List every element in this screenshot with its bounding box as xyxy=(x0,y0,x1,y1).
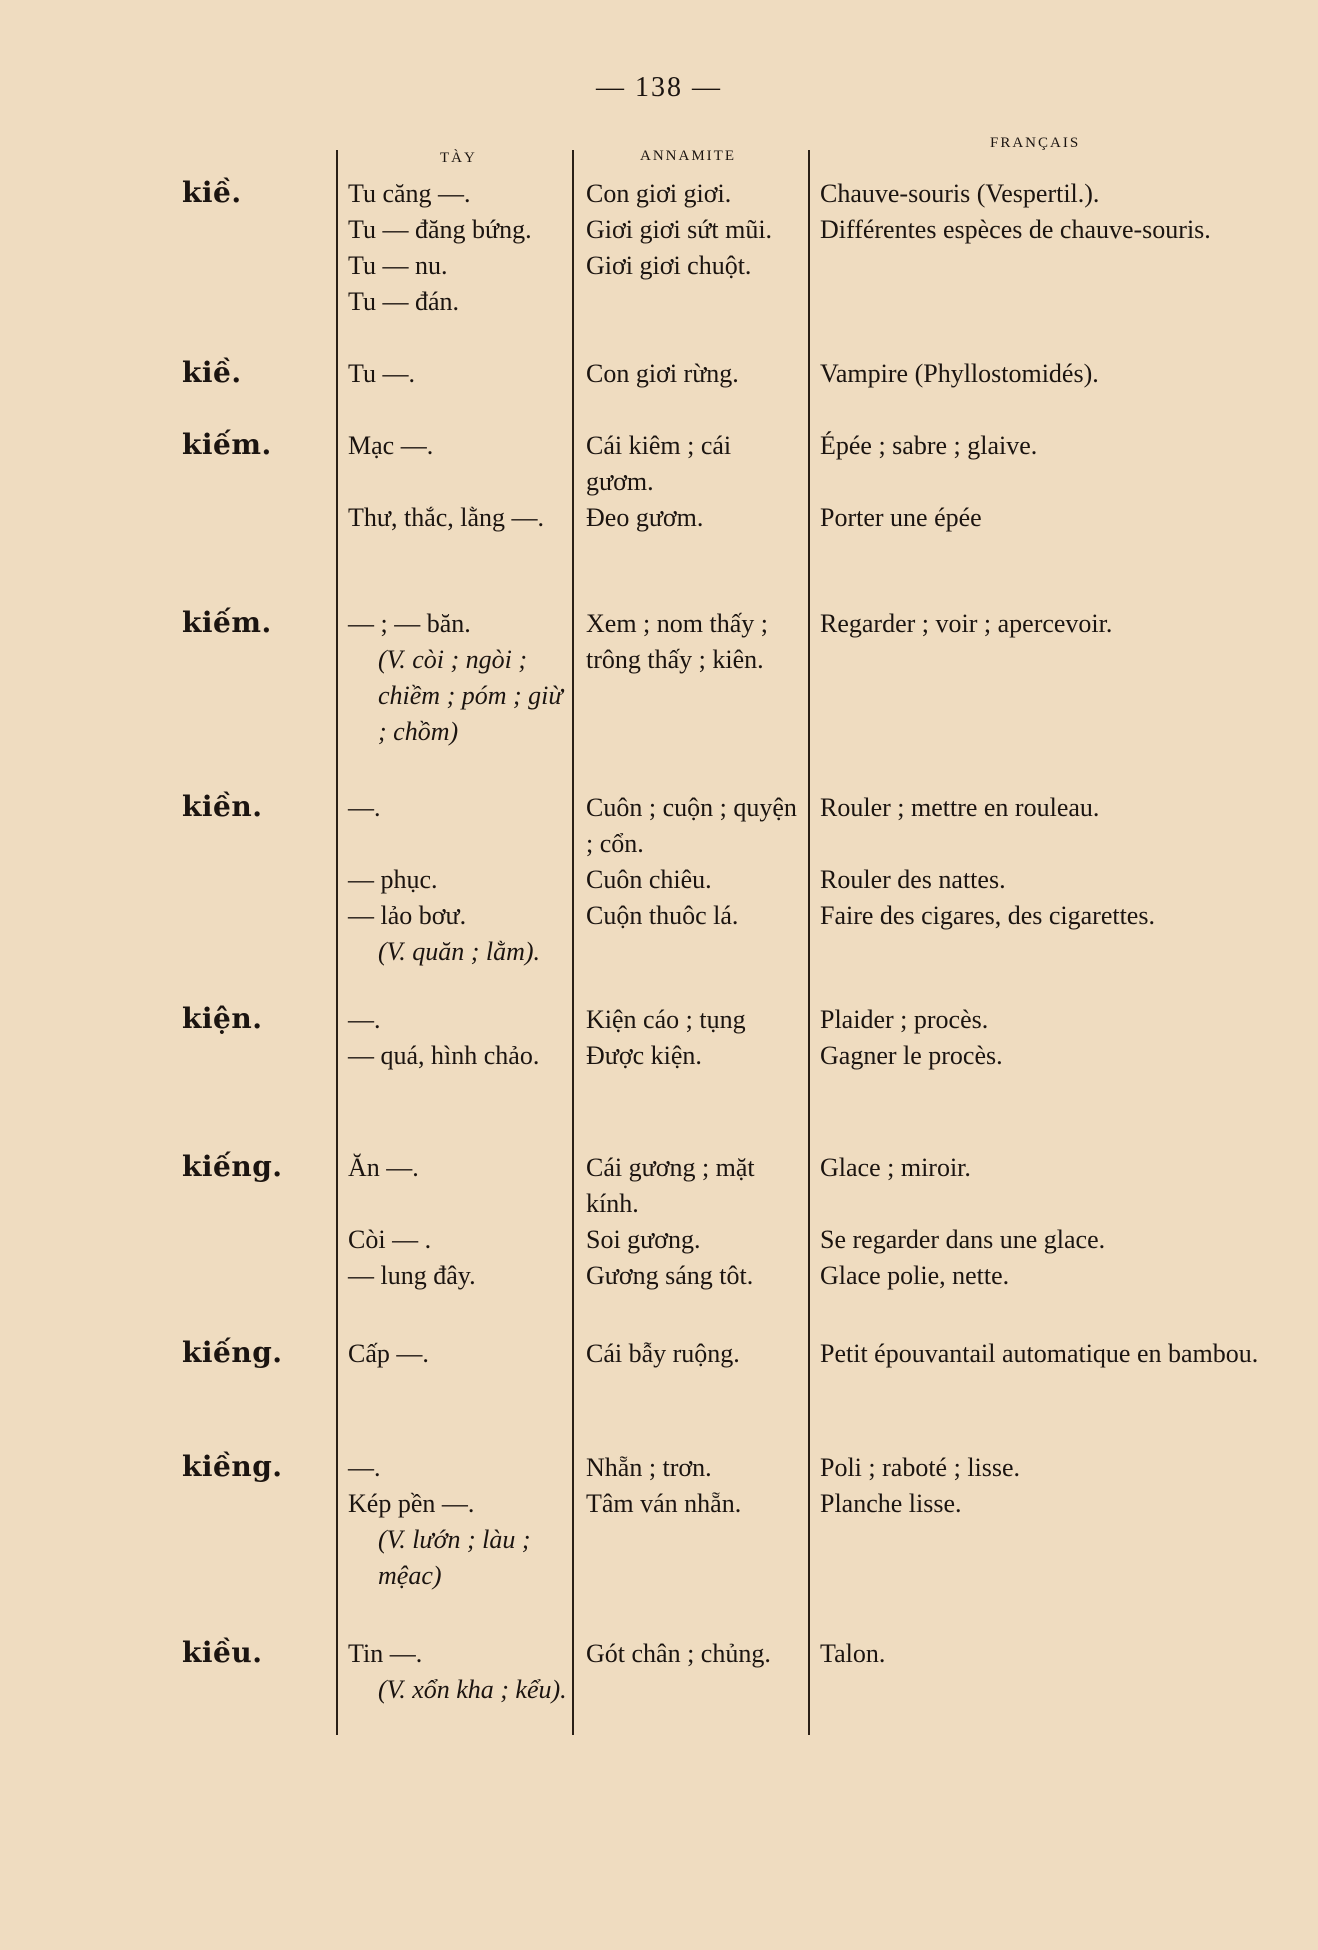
tay-line: Kép pền —. xyxy=(348,1489,475,1518)
annamite-line: Được kiện. xyxy=(586,1041,702,1070)
header-annamite: ANNAMITE xyxy=(640,148,736,164)
tay-line: Mạc —. xyxy=(348,431,434,460)
tay-column xyxy=(348,1450,570,1594)
tay-line: Tu — đăng bứng. xyxy=(348,215,532,244)
headword: kiề. xyxy=(182,356,242,389)
tay-line: Tu — đán. xyxy=(348,287,460,316)
annamite-line: Nhẵn ; trơn. xyxy=(586,1453,712,1482)
spacer xyxy=(348,826,570,862)
francais-column xyxy=(820,428,1260,536)
annamite-column xyxy=(586,1150,804,1294)
annamite-line: Cuộn thuôc lá. xyxy=(586,901,739,930)
column-rule-1 xyxy=(336,150,338,1735)
tay-line: Tu — nu. xyxy=(348,251,448,280)
headword: kiếng. xyxy=(182,1336,283,1369)
spacer xyxy=(820,1186,1260,1222)
tay-column xyxy=(348,428,570,536)
spacer xyxy=(820,464,1260,500)
tay-line: Cấp —. xyxy=(348,1339,429,1368)
annamite-line: Giơi giơi chuột. xyxy=(586,251,752,280)
francais-line: Épée ; sabre ; glaive. xyxy=(820,431,1038,460)
header-francais: FRANÇAIS xyxy=(990,135,1081,151)
tay-line: Tu —. xyxy=(348,359,415,388)
francais-line: Différentes espèces de chauve-souris. xyxy=(820,215,1211,244)
annamite-column xyxy=(586,1336,804,1372)
tay-line: (V. lướn ; làu ; mệac) xyxy=(378,1525,531,1590)
column-rule-3 xyxy=(808,150,810,1735)
francais-line: Poli ; raboté ; lisse. xyxy=(820,1453,1021,1482)
francais-line: Talon. xyxy=(820,1639,886,1668)
headword: kiếm. xyxy=(182,428,272,461)
francais-column xyxy=(820,1002,1260,1074)
tay-column xyxy=(348,606,570,750)
page-number: — 138 — xyxy=(596,72,722,103)
spacer xyxy=(348,464,570,500)
francais-column xyxy=(820,176,1260,248)
tay-line: — ; — băn. xyxy=(348,609,471,638)
spacer xyxy=(348,1186,570,1222)
tay-line: — quá, hình chảo. xyxy=(348,1041,540,1070)
headword: kiền. xyxy=(182,790,263,823)
francais-line: Porter une épée xyxy=(820,503,982,532)
annamite-line: Cái kiêm ; cái gươm. xyxy=(586,431,732,496)
annamite-line: Gương sáng tôt. xyxy=(586,1261,754,1290)
francais-column xyxy=(820,1636,1260,1672)
tay-line: —. xyxy=(348,793,381,822)
spacer xyxy=(820,826,1260,862)
tay-column xyxy=(348,1150,570,1294)
tay-line: Thư, thắc, lằng —. xyxy=(348,503,545,532)
francais-line: Se regarder dans une glace. xyxy=(820,1225,1106,1254)
tay-line: (V. xổn kha ; kểu). xyxy=(378,1675,567,1704)
headword: kiếng. xyxy=(182,1150,283,1183)
headword: kiề. xyxy=(182,176,242,209)
annamite-line: Cuôn chiêu. xyxy=(586,865,712,894)
headword: kiện. xyxy=(182,1002,263,1035)
tay-line: Còi — . xyxy=(348,1225,432,1254)
tay-line: Tu căng —. xyxy=(348,179,471,208)
annamite-line: Xem ; nom thấy ; trông thấy ; kiên. xyxy=(586,609,768,674)
tay-line: —. xyxy=(348,1005,381,1034)
francais-column xyxy=(820,1450,1260,1522)
tay-column xyxy=(348,790,570,970)
tay-column xyxy=(348,176,570,320)
column-rule-2 xyxy=(572,150,574,1735)
annamite-line: Giơi giơi sứt mũi. xyxy=(586,215,773,244)
tay-line: Ăn —. xyxy=(348,1153,419,1182)
annamite-column xyxy=(586,1002,804,1074)
francais-column xyxy=(820,356,1260,392)
francais-line: Regarder ; voir ; apercevoir. xyxy=(820,609,1113,638)
annamite-line: Kiện cáo ; tụng xyxy=(586,1005,746,1034)
header-tay: TÀY xyxy=(440,150,477,166)
tay-line: Tin —. xyxy=(348,1639,423,1668)
headword: kiều. xyxy=(182,1636,263,1669)
tay-line: — lảo bơư. xyxy=(348,901,467,930)
annamite-line: Cái bẫy ruộng. xyxy=(586,1339,740,1368)
francais-line: Plaider ; procès. xyxy=(820,1005,989,1034)
francais-line: Rouler des nattes. xyxy=(820,865,1006,894)
tay-column xyxy=(348,356,570,392)
tay-line: — lung đây. xyxy=(348,1261,476,1290)
tay-column xyxy=(348,1636,570,1708)
annamite-line: Cuôn ; cuộn ; quyện ; cổn. xyxy=(586,793,797,858)
annamite-line: Gót chân ; chủng. xyxy=(586,1639,771,1668)
annamite-line: Con giơi giơi. xyxy=(586,179,732,208)
annamite-line: Cái gương ; mặt kính. xyxy=(586,1153,755,1218)
annamite-column xyxy=(586,1636,804,1672)
annamite-line: Soi gương. xyxy=(586,1225,701,1254)
annamite-column xyxy=(586,790,804,934)
francais-column xyxy=(820,1336,1260,1372)
francais-line: Gagner le procès. xyxy=(820,1041,1003,1070)
tay-line: — phục. xyxy=(348,865,438,894)
headword: kiếm. xyxy=(182,606,272,639)
annamite-column xyxy=(586,606,804,678)
francais-line: Petit épouvantail automatique en bambou. xyxy=(820,1339,1259,1368)
francais-line: Planche lisse. xyxy=(820,1489,962,1518)
annamite-column xyxy=(586,428,804,536)
annamite-line: Con giơi rừng. xyxy=(586,359,739,388)
francais-line: Vampire (Phyllostomidés). xyxy=(820,359,1099,388)
tay-line: (V. còi ; ngòi ; chiềm ; póm ; giừ ; chồm) xyxy=(378,645,563,746)
tay-line: —. xyxy=(348,1453,381,1482)
francais-line: Rouler ; mettre en rouleau. xyxy=(820,793,1100,822)
francais-column xyxy=(820,1150,1260,1294)
annamite-line: Tâm ván nhẵn. xyxy=(586,1489,742,1518)
annamite-line: Đeo gươm. xyxy=(586,503,704,532)
tay-line: (V. quăn ; lằm). xyxy=(378,937,541,966)
annamite-column xyxy=(586,176,804,284)
francais-line: Faire des cigares, des cigarettes. xyxy=(820,901,1155,930)
francais-line: Glace ; miroir. xyxy=(820,1153,971,1182)
francais-line: Chauve-souris (Vespertil.). xyxy=(820,179,1100,208)
francais-column xyxy=(820,790,1260,934)
annamite-column xyxy=(586,356,804,392)
annamite-column xyxy=(586,1450,804,1522)
francais-column xyxy=(820,606,1260,642)
headword: kiềng. xyxy=(182,1450,283,1483)
francais-line: Glace polie, nette. xyxy=(820,1261,1010,1290)
tay-column xyxy=(348,1336,570,1372)
tay-column xyxy=(348,1002,570,1074)
